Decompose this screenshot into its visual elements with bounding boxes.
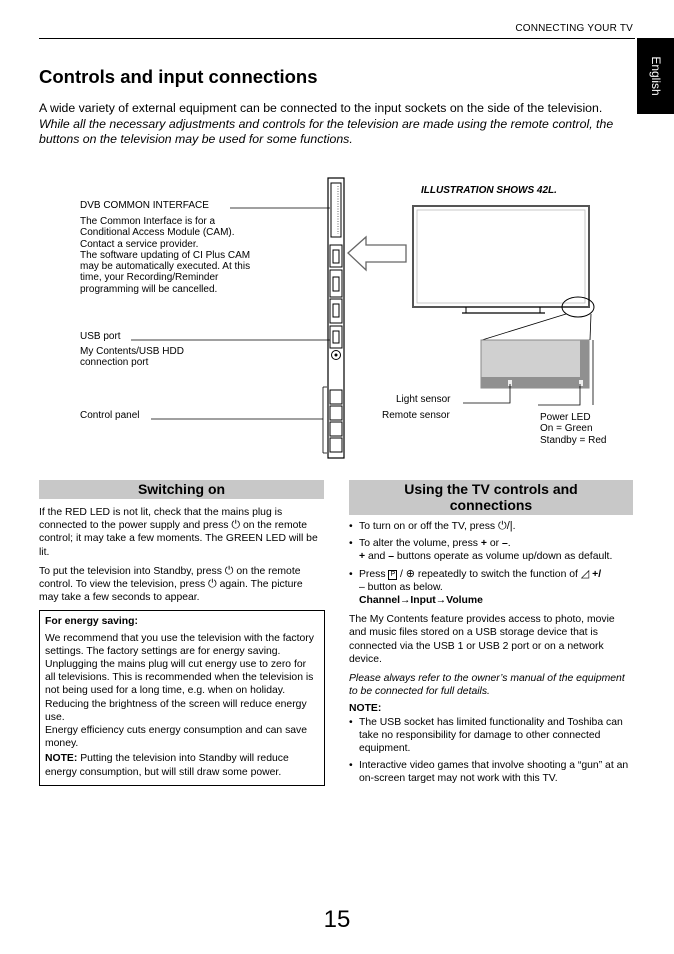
energy-box-text: Energy efficiency cuts energy consumption and can save money. [45,725,308,750]
power-led-line: Power LED [540,412,591,423]
tv-controls-heading [349,480,633,515]
remote-sensor-label: Remote sensor [382,410,450,421]
energy-saving-box [39,610,325,785]
section-header: CONNECTING YOUR TV [515,23,633,34]
mycontents-paragraph: The My Contents feature provides access to photo, movie and music files stored on a USB storage device that is connected via the USB 1 or USB 2 port or on a network device. [349,614,615,665]
tv-side-panel [328,178,344,458]
list-item: • Interactive video games that involve shooting a “gun” at an on-screen target may not work with this TV. [349,759,634,785]
energy-box-text: We recommend that you use the television with the factory settings. The factory settings are for energy saving. [45,632,314,657]
dvb-desc-line: The software updating of CI Plus CAM [80,249,251,261]
notes-list [349,716,634,786]
switching-on-section [39,506,325,786]
power-led-label [540,412,606,446]
dvb-label: DVB COMMON INTERFACE [80,200,209,211]
illustration-note: ILLUSTRATION SHOWS 42L. [421,185,557,196]
energy-box-text: Unplugging the mains plug will cut energy use to zero for all televisions. This is recommended when the television is not being used for a long time, e.g. when on holiday. [45,659,314,697]
owners-manual-note: Please always refer to the owner’s manual of the equipment to be connected for full details. [349,673,625,698]
dvb-desc-line: programming will be cancelled. [80,283,218,295]
usb-port-description [80,346,184,369]
tv-controls-heading-line: Using the TV controls and [404,481,578,497]
power-toggle-icon: ⏻/| [498,520,513,532]
tv-controls-section [349,520,634,792]
tv-front-illustration [413,206,594,340]
energy-box-note: NOTE: Putting the television into Standby will reduce energy consumption, but will still draw some power. [45,753,289,778]
switching-on-heading: Switching on [39,480,324,499]
power-icon: ⏻ [208,578,217,591]
controls-list [349,520,634,607]
power-led-line: Standby = Red [540,434,607,446]
language-tab-label: English [648,56,663,96]
page-title: Controls and input connections [39,66,318,87]
dvb-desc-line: time, your Recording/Reminder [80,272,219,284]
bezel-zoom [481,340,589,388]
usb-port-label: USB port [80,331,121,342]
switching-on-paragraph: If the RED LED is not lit, check that the mains plug is connected to the power supply and press ⏻ on the remote control; it may take a few moments. The GREEN LED will be lit. [39,507,318,558]
light-sensor-label: Light sensor [396,394,451,405]
list-item: • Press P / ⊕ repeatedly to switch the function of ◿ +/ – button as below. Channel→Input→Volume [349,568,634,608]
control-panel-label: Control panel [80,410,140,421]
usb-desc-line: My Contents/USB HDD [80,346,184,357]
list-item: • The USB socket has limited functionality and Toshiba can take no responsibility for damage to other connected equipment. [349,716,634,756]
dvb-desc-line: may be automatically executed. At this [80,261,251,273]
pointer-arrow [348,237,406,270]
p-button-icon: P [390,570,396,578]
energy-box-text: Reducing the brightness of the screen will reduce energy use. [45,698,307,723]
dvb-desc-line: Conditional Access Module (CAM). [80,227,235,239]
intro-paragraph: A wide variety of external equipment can be connected to the input sockets on the side of the television. [39,101,603,115]
volume-icon: ◿ [580,567,590,580]
list-item: • To alter the volume, press + or –. + and – buttons operate as volume up/down as default. [349,537,634,563]
tv-controls-heading-line: connections [449,497,533,513]
function-sequence: Channel→Input→Volume [359,595,483,607]
intro-italic-paragraph: While all the necessary adjustments and controls for the television are made using the remote control, the buttons on the television may be used for some functions. [39,116,614,146]
power-led-line: On = Green [540,423,593,435]
list-item: • To turn on or off the TV, press ⏻/|. [349,520,634,533]
power-icon: ⏻ [231,519,241,532]
usb-desc-line: connection port [80,357,149,369]
dvb-desc-line: The Common Interface is for a [80,216,216,227]
dvb-desc-line: Contact a service provider. [80,238,199,250]
input-icon: ⊕ [405,567,416,580]
dvb-description [80,216,250,295]
standby-paragraph: To put the television into Standby, press ⏻ on the remote control. To view the television, press ⏻ again. The picture may take a few seconds to appear. [39,564,303,604]
note-label: NOTE: [349,703,382,715]
power-icon: ⏻ [224,564,234,577]
page-number: 15 [323,906,351,933]
energy-box-title: For energy saving: [45,616,138,628]
